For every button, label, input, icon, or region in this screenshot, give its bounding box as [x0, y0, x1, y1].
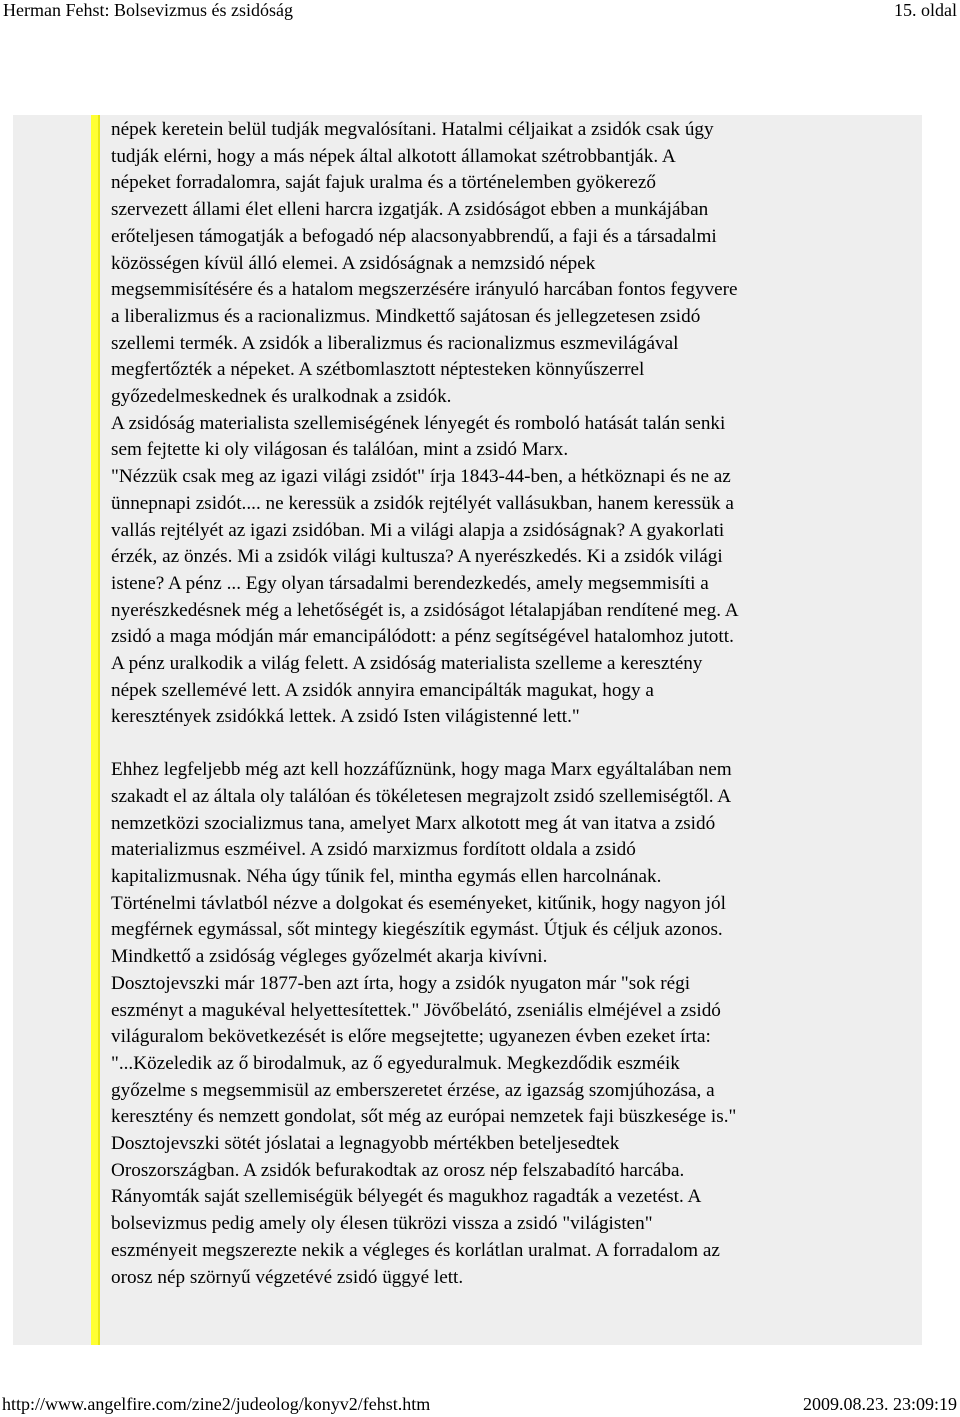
print-footer — [0, 1393, 960, 1417]
paragraph: Dosztojevszki már 1877-ben azt írta, hogy a zsidók nyugaton már "sok régi eszményt a magukéval helyettesítettek." Jövőbelátó, zseniális elméjével a zsidó világuralom bekövetkezését is előre megsejtette; ugyanezen évben ezeket írta: "...Közeledik az ő birodalmuk, az ő egyeduralmuk. Megkezdődik eszméik győzelme s megsemmisül az emberszeretet érzése, az igazság szomjúhozása, a keresztény és nemzett gondolat, sőt még az európai nemzetek faji büszkesége is." — [111, 972, 737, 1128]
paragraph: A zsidóság materialista szellemiségének lényegét és romboló hatását talán senki sem fejtette ki oly világosan és találóan, mint a zsidó Marx. — [111, 412, 726, 461]
article-body — [111, 117, 911, 1291]
print-timestamp: 2009.08.23. 23:09:19 — [802, 1394, 957, 1414]
paragraph: "Nézzük csak meg az igazi világi zsidót" írja 1843-44-ben, a hétköznapi és ne az ünnepnapi zsidót.... ne keressük a zsidók rejtélyét vallásukban, hanem keressük a vallás rejtélyét az igazi zsidóban. Mi a világi alapja a zsidóságnak? A gyakorlati érzék, az önzés. Mi a zsidók világi kultusza? A nyerészkedés. Ki a zsidók világi istene? A pénz ... Egy olyan társadalmi berendezkedés, amely megsemmisíti a nyerészkedésnek még a lehetőségét is, a zsidóságot létalapjában rendítené meg. A zsidó a maga módján már emancipálódott: a pénz segítségével hatalomhoz jutott. A pénz uralkodik a világ felett. A zsidóság materialista szelleme a keresztény népek szellemévé lett. A zsidók annyira emancipálták magukat, hogy a keresztények zsidókká lettek. A zsidó Isten világistenné lett." — [111, 466, 739, 728]
document-title: Herman Fehst: Bolsevizmus és zsidóság — [3, 0, 293, 20]
print-header — [0, 0, 960, 24]
paragraph: népek keretein belül tudják megvalósítani. Hatalmi céljaikat a zsidók csak úgy tudják elérni, hogy a más népek által alkotott államokat szétrobbantják. A népeket forradalomra, saját fajuk uralma és a történelemben gyökerező szervezett állami élet elleni harcra izgatják. A zsidóságot ebben a munkájában erőteljesen támogatják a befogadó nép alacsonyabbrendű, a faji és a társadalmi közösségen kívül álló elemei. A zsidóságnak a nemzsidó népek megsemmisítésére és a hatalom megszerzésére irányuló harcában fontos fegyvere a liberalizmus és a racionalizmus. Mindkettő sajátosan és jellegzetesen zsidó szellemi termék. A zsidók a liberalizmus és racionalizmus eszmevilágával megfertőzték a népeket. A szétbomlasztott néptesteken könnyűszerrel győzedelmeskednek és uralkodnak a zsidók. — [111, 119, 738, 408]
paragraph: Ehhez legfeljebb még azt kell hozzáfűznünk, hogy maga Marx egyáltalában nem szakadt el az általa oly találóan és tökéletesen megrajzolt zsidó szellemiségtől. A nemzetközi szocializmus tana, amelyet Marx alkotott meg át van itatva a zsidó materializmus eszméivel. A zsidó marxizmus fordított oldala a zsidó kapitalizmusnak. Néha úgy tűnik fel, mintha egymás ellen harcolnának. Történelmi távlatból nézve a dolgokat és eseményeket, kitűnik, hogy nagyon jól megférnek egymással, sőt mintegy kiegészítik egymást. Útjuk és céljuk azonos. Mindkettő a zsidóság végleges győzelmét akarja kivívni. — [111, 759, 732, 968]
page-number: 15. oldal — [894, 0, 957, 20]
yellow-accent-bar — [91, 115, 100, 1345]
article-panel — [13, 115, 922, 1345]
paragraph: Dosztojevszki sötét jóslatai a legnagyobb mértékben beteljesedtek Oroszországban. A zsidók befurakodtak az orosz nép felszabadító harcába. Rányomták saját szellemiségük bélyegét és magukhoz ragadták a vezetést. A bolsevizmus pedig amely oly élesen tükrözi vissza a zsidó "világisten" eszményeit megszerezte nekik a végleges és korlátlan uralmat. A forradalom az orosz nép szörnyű végzetévé zsidó üggyé lett. — [111, 1133, 720, 1288]
source-url[interactable]: http://www.angelfire.com/zine2/judeolog/konyv2/fehst.htm — [2, 1394, 431, 1414]
